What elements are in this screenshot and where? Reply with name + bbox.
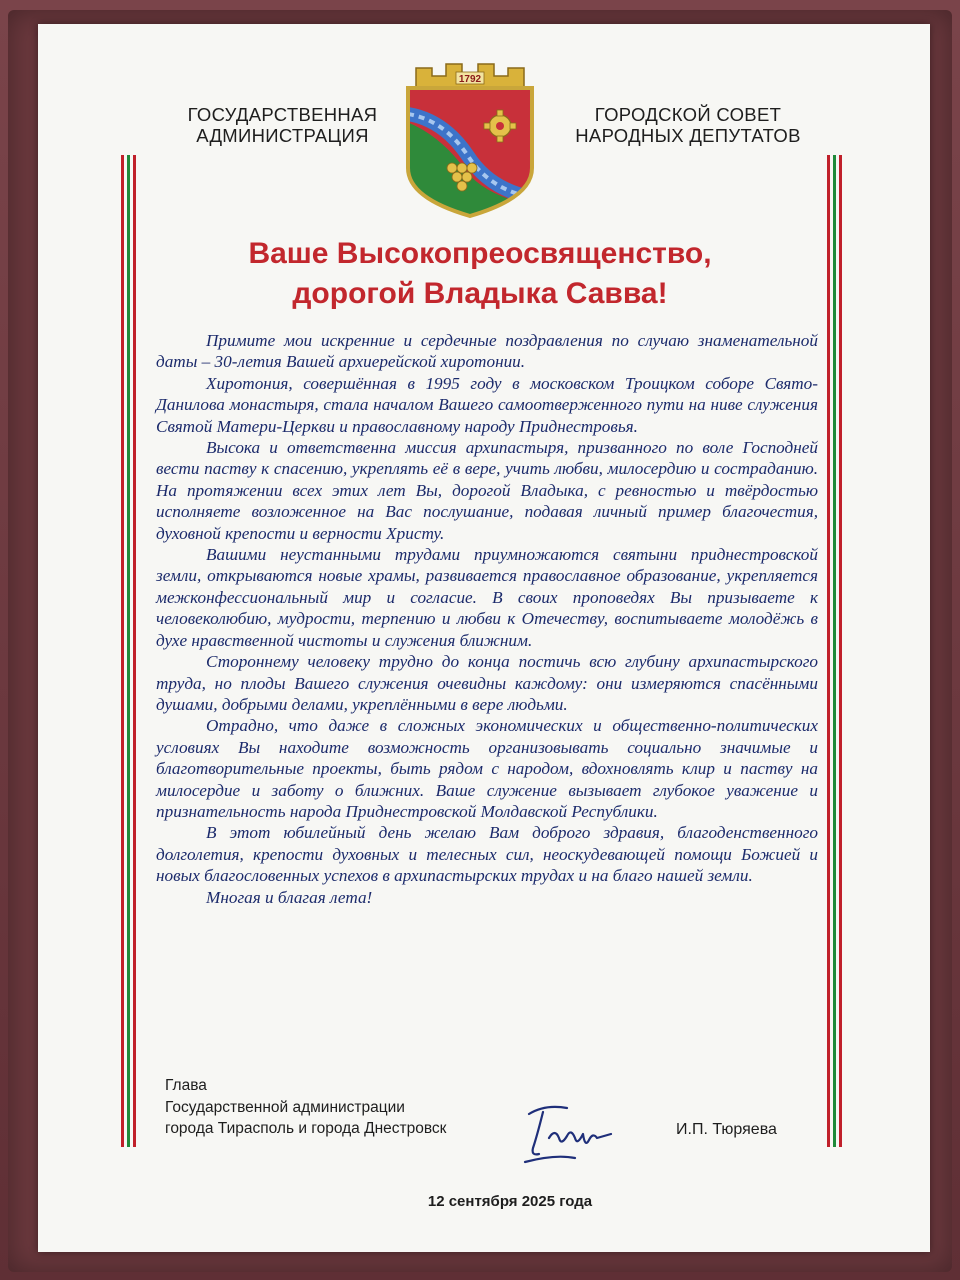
signatory-line3: города Тирасполь и города Днестровск (165, 1120, 447, 1137)
header-right-line2: НАРОДНЫХ ДЕПУТАТОВ (575, 125, 801, 146)
paragraph-1: Примите мои искренние и сердечные поздравления по случаю знаменательной даты – 30-летия Вашей архиерейской хиротонии. (156, 331, 818, 372)
signatory-line1: Глава (165, 1077, 207, 1094)
paragraph-5: Стороннему человеку трудно до конца постичь всю глубину архипастырского труда, но плоды Вашего служения очевидны каждому: они измеряются спасёнными душами, добрыми делами, укреплёнными в вере людьми. (156, 652, 818, 714)
left-stripe-red (121, 155, 124, 1147)
signer-name: И.П. Тюряева (676, 1121, 777, 1138)
paragraph-6: Отрадно, что даже в сложных экономических и общественно-политических условиях Вы находите возможность организовывать социально значимые и благотворительные проекты, быть рядом с народом, вдохновлять клир и паству на милосердие и заботу о ближних. Ваше служение вызывает глубокое уважение и признательность народа Приднестровской Молдавской Республики. (156, 716, 818, 821)
paragraph-4: Вашими неустанными трудами приумножаются святыни приднестровской земли, открываются новые храмы, развивается православное образование, укрепляется межконфессиональный мир и согласие. В своих проповедях Вы призываете к человеколюбию, мудрости, терпению и любви к Отечеству, воспитываете молодёжь в духе нравственной чистоты и служения ближним. (156, 545, 818, 650)
header-right-line1: ГОРОДСКОЙ СОВЕТ (594, 104, 782, 125)
left-stripe-red-inner (133, 155, 136, 1147)
title-line2: дорогой Владыка Савва! (292, 277, 668, 310)
letter-greeting-title (140, 234, 820, 314)
emblem-year: 1792 (458, 74, 482, 85)
right-stripe-green (833, 155, 836, 1147)
signatory-position (165, 1075, 446, 1140)
header-left-line2: АДМИНИСТРАЦИЯ (196, 125, 369, 146)
title-line1: Ваше Высокопреосвященство, (248, 237, 712, 270)
right-stripe-red-inner (827, 155, 830, 1147)
handwritten-signature (515, 1092, 625, 1172)
letter-date: 12 сентября 2025 года (427, 1193, 593, 1210)
left-stripe-green (127, 155, 130, 1147)
paragraph-7: В этот юбилейный день желаю Вам доброго здравия, благоденственного долголетия, крепости духовных и телесных сил, неоскудевающей помощи Божией и новых благословенных успехов в архипастырских трудах и на благо нашей земли. (156, 823, 818, 886)
header-city-council (563, 104, 813, 146)
paragraph-3: Высока и ответственна миссия архипастыря, призванного по воле Господней вести паству к спасению, укреплять её в вере, учить любви, милосердию и состраданию. На протяжении всех этих лет Вы, дорогой Владыка, с ревностью и твёрдостью исполняете возложенное на Вас послушание, подавая личный пример благочестия, духовной крепости и верности Христу. (156, 438, 818, 543)
paragraph-2: Хиротония, совершённая в 1995 году в московском Троицком соборе Свято-Данилова монастыря, стала началом Вашего самоотверженного пути на ниве служения Святой Матери-Церкви и православному народу Приднестровья. (156, 373, 818, 436)
paragraph-8: Многая и благая лета! (206, 887, 373, 907)
header-state-administration (160, 104, 405, 146)
letter-body (156, 330, 818, 908)
signatory-line2: Государственной администрации (165, 1098, 405, 1116)
city-coat-of-arms-icon (394, 58, 546, 220)
right-stripe-red (839, 155, 842, 1147)
header-left-line1: ГОСУДАРСТВЕННАЯ (187, 104, 378, 125)
